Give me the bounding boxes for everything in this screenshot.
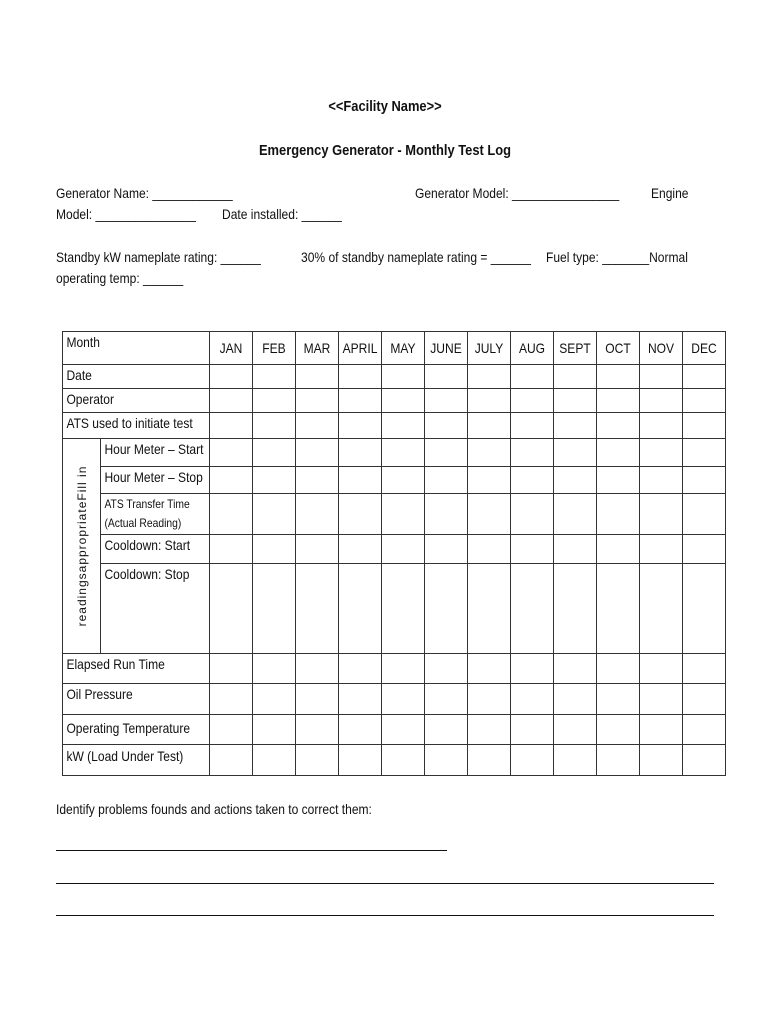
entry-cell[interactable]	[253, 467, 296, 494]
entry-cell[interactable]	[253, 745, 296, 776]
month-cell: JUNE	[425, 332, 468, 365]
row-label: Hour Meter – Stop	[101, 467, 210, 494]
table-row-operator	[63, 389, 726, 413]
month-header-cell: Month	[63, 332, 210, 365]
row-label: ATS used to initiate test	[63, 413, 210, 439]
entry-cell[interactable]	[554, 439, 597, 467]
thirty-percent-field[interactable]: 30% of standby nameplate rating = ______	[301, 249, 531, 265]
row-label: ATS Transfer Time (Actual Reading)	[101, 494, 210, 535]
entry-cell[interactable]	[554, 564, 597, 654]
entry-cell[interactable]	[683, 564, 726, 654]
month-cell: JULY	[468, 332, 511, 365]
entry-cell[interactable]	[468, 439, 511, 467]
entry-cell[interactable]	[339, 654, 382, 684]
vertical-label: readingsappropriateFill in	[74, 465, 89, 627]
entry-cell[interactable]	[468, 365, 511, 389]
entry-cell[interactable]	[296, 654, 339, 684]
entry-cell[interactable]	[425, 439, 468, 467]
entry-cell[interactable]	[339, 715, 382, 745]
entry-cell[interactable]	[683, 413, 726, 439]
entry-cell[interactable]	[339, 564, 382, 654]
entry-cell[interactable]	[511, 745, 554, 776]
operating-temp-field[interactable]: operating temp: ______	[56, 270, 184, 286]
entry-cell[interactable]	[210, 745, 253, 776]
row-label: Operating Temperature	[63, 715, 210, 745]
entry-cell[interactable]	[511, 389, 554, 413]
entry-cell[interactable]	[640, 389, 683, 413]
entry-cell[interactable]	[253, 494, 296, 535]
table-row-oil	[63, 684, 726, 715]
entry-cell[interactable]	[210, 439, 253, 467]
entry-cell[interactable]	[511, 467, 554, 494]
entry-cell[interactable]	[468, 389, 511, 413]
entry-cell[interactable]	[382, 365, 425, 389]
entry-cell[interactable]	[468, 745, 511, 776]
entry-cell[interactable]	[597, 494, 640, 535]
entry-cell[interactable]	[425, 389, 468, 413]
entry-cell[interactable]	[210, 389, 253, 413]
entry-cell[interactable]	[296, 467, 339, 494]
table-row-hour-start	[63, 439, 726, 467]
entry-cell[interactable]	[554, 684, 597, 715]
entry-cell[interactable]	[554, 654, 597, 684]
generator-name-field[interactable]: Generator Name: ____________	[56, 185, 233, 201]
row-label: kW (Load Under Test)	[63, 745, 210, 776]
entry-cell[interactable]	[554, 413, 597, 439]
entry-cell[interactable]	[640, 365, 683, 389]
table-row-kw-load	[63, 745, 726, 776]
entry-cell[interactable]	[210, 365, 253, 389]
entry-cell[interactable]	[425, 413, 468, 439]
entry-cell[interactable]	[468, 413, 511, 439]
answer-line[interactable]	[56, 850, 447, 851]
entry-cell[interactable]	[425, 654, 468, 684]
entry-cell[interactable]	[511, 535, 554, 564]
entry-cell[interactable]	[640, 684, 683, 715]
monthly-test-log-table	[62, 331, 726, 776]
fuel-type-field[interactable]: Fuel type: _______Normal	[546, 249, 688, 265]
entry-cell[interactable]	[640, 715, 683, 745]
entry-cell[interactable]	[683, 389, 726, 413]
entry-cell[interactable]	[554, 745, 597, 776]
row-label: Cooldown: Stop	[101, 564, 210, 654]
entry-cell[interactable]	[210, 535, 253, 564]
entry-cell[interactable]	[382, 535, 425, 564]
entry-cell[interactable]	[554, 715, 597, 745]
month-cell: AUG	[511, 332, 554, 365]
entry-cell[interactable]	[468, 684, 511, 715]
entry-cell[interactable]	[382, 715, 425, 745]
table-row-date	[63, 365, 726, 389]
entry-cell[interactable]	[554, 535, 597, 564]
table-row-ats-transfer	[63, 494, 726, 535]
entry-cell[interactable]	[253, 535, 296, 564]
entry-cell[interactable]	[253, 654, 296, 684]
entry-cell[interactable]	[425, 745, 468, 776]
entry-cell[interactable]	[683, 684, 726, 715]
entry-cell[interactable]	[253, 389, 296, 413]
entry-cell[interactable]	[253, 365, 296, 389]
month-cell: MAR	[296, 332, 339, 365]
month-cell: MAY	[382, 332, 425, 365]
entry-cell[interactable]	[597, 564, 640, 654]
entry-cell[interactable]	[640, 654, 683, 684]
table-header-row	[63, 332, 726, 365]
table-row-hour-stop	[63, 467, 726, 494]
entry-cell[interactable]	[468, 494, 511, 535]
entry-cell[interactable]	[339, 684, 382, 715]
row-label: Oil Pressure	[63, 684, 210, 715]
answer-line[interactable]	[56, 915, 714, 916]
entry-cell[interactable]	[210, 654, 253, 684]
entry-cell[interactable]	[597, 413, 640, 439]
entry-cell[interactable]	[597, 535, 640, 564]
month-cell: DEC	[683, 332, 726, 365]
entry-cell[interactable]	[683, 535, 726, 564]
entry-cell[interactable]	[597, 684, 640, 715]
problems-label: Identify problems founds and actions taken to correct them:	[56, 801, 372, 817]
entry-cell[interactable]	[554, 467, 597, 494]
entry-cell[interactable]	[382, 564, 425, 654]
entry-cell[interactable]	[683, 439, 726, 467]
row-label: Date	[63, 365, 210, 389]
entry-cell[interactable]	[640, 413, 683, 439]
entry-cell[interactable]	[296, 389, 339, 413]
entry-cell[interactable]	[425, 535, 468, 564]
entry-cell[interactable]	[210, 715, 253, 745]
entry-cell[interactable]	[339, 467, 382, 494]
row-label: Hour Meter – Start	[101, 439, 210, 467]
entry-cell[interactable]	[468, 564, 511, 654]
entry-cell[interactable]	[382, 467, 425, 494]
entry-cell[interactable]	[554, 365, 597, 389]
entry-cell[interactable]	[296, 745, 339, 776]
entry-cell[interactable]	[554, 389, 597, 413]
entry-cell[interactable]	[210, 564, 253, 654]
entry-cell[interactable]	[253, 439, 296, 467]
entry-cell[interactable]	[425, 494, 468, 535]
entry-cell[interactable]	[382, 413, 425, 439]
entry-cell[interactable]	[253, 684, 296, 715]
entry-cell[interactable]	[468, 535, 511, 564]
entry-cell[interactable]	[597, 365, 640, 389]
entry-cell[interactable]	[425, 467, 468, 494]
entry-cell[interactable]	[468, 467, 511, 494]
engine-label: Engine	[651, 185, 689, 201]
entry-cell[interactable]	[640, 467, 683, 494]
entry-cell[interactable]	[296, 715, 339, 745]
entry-cell[interactable]	[425, 715, 468, 745]
entry-cell[interactable]	[511, 365, 554, 389]
row-label: Operator	[63, 389, 210, 413]
page-title: Emergency Generator - Monthly Test Log	[258, 142, 512, 159]
month-cell: OCT	[597, 332, 640, 365]
generator-model-field[interactable]: Generator Model: ________________	[415, 185, 620, 201]
table-row-op-temp	[63, 715, 726, 745]
entry-cell[interactable]	[511, 439, 554, 467]
entry-cell[interactable]	[425, 564, 468, 654]
entry-cell[interactable]	[339, 365, 382, 389]
entry-cell[interactable]	[468, 654, 511, 684]
entry-cell[interactable]	[683, 745, 726, 776]
entry-cell[interactable]	[296, 564, 339, 654]
row-label: Cooldown: Start	[101, 535, 210, 564]
entry-cell[interactable]	[640, 745, 683, 776]
table-row-cooldown-start	[63, 535, 726, 564]
entry-cell[interactable]	[339, 494, 382, 535]
entry-cell[interactable]	[640, 535, 683, 564]
entry-cell[interactable]	[210, 413, 253, 439]
entry-cell[interactable]	[511, 564, 554, 654]
entry-cell[interactable]	[210, 467, 253, 494]
month-cell: NOV	[640, 332, 683, 365]
entry-cell[interactable]	[339, 413, 382, 439]
entry-cell[interactable]	[296, 494, 339, 535]
entry-cell[interactable]	[296, 365, 339, 389]
entry-cell[interactable]	[382, 389, 425, 413]
entry-cell[interactable]	[382, 439, 425, 467]
entry-cell[interactable]	[210, 684, 253, 715]
entry-cell[interactable]	[640, 494, 683, 535]
entry-cell[interactable]	[683, 715, 726, 745]
entry-cell[interactable]	[296, 439, 339, 467]
month-cell: JAN	[210, 332, 253, 365]
entry-cell[interactable]	[296, 413, 339, 439]
entry-cell[interactable]	[683, 365, 726, 389]
entry-cell[interactable]	[683, 494, 726, 535]
entry-cell[interactable]	[511, 654, 554, 684]
entry-cell[interactable]	[640, 439, 683, 467]
entry-cell[interactable]	[597, 654, 640, 684]
vertical-label-cell	[63, 439, 101, 654]
entry-cell[interactable]	[339, 389, 382, 413]
date-installed-field[interactable]: Date installed: ______	[222, 206, 342, 222]
engine-model-field[interactable]: Model: _______________	[56, 206, 196, 222]
table-row-elapsed	[63, 654, 726, 684]
entry-cell[interactable]	[554, 494, 597, 535]
entry-cell[interactable]	[339, 745, 382, 776]
entry-cell[interactable]	[683, 467, 726, 494]
entry-cell[interactable]	[253, 564, 296, 654]
entry-cell[interactable]	[382, 654, 425, 684]
entry-cell[interactable]	[511, 413, 554, 439]
entry-cell[interactable]	[597, 389, 640, 413]
standby-kw-field[interactable]: Standby kW nameplate rating: ______	[56, 249, 261, 265]
month-cell: APRIL	[339, 332, 382, 365]
entry-cell[interactable]	[339, 535, 382, 564]
entry-cell[interactable]	[511, 715, 554, 745]
entry-cell[interactable]	[339, 439, 382, 467]
table-row-cooldown-stop	[63, 564, 726, 654]
entry-cell[interactable]	[597, 715, 640, 745]
table-row-ats	[63, 413, 726, 439]
entry-cell[interactable]	[511, 684, 554, 715]
month-cell: FEB	[253, 332, 296, 365]
entry-cell[interactable]	[597, 467, 640, 494]
entry-cell[interactable]	[425, 365, 468, 389]
entry-cell[interactable]	[382, 494, 425, 535]
answer-line[interactable]	[56, 883, 714, 884]
entry-cell[interactable]	[597, 439, 640, 467]
entry-cell[interactable]	[210, 494, 253, 535]
entry-cell[interactable]	[468, 715, 511, 745]
entry-cell[interactable]	[597, 745, 640, 776]
entry-cell[interactable]	[296, 684, 339, 715]
row-label: Elapsed Run Time	[63, 654, 210, 684]
entry-cell[interactable]	[683, 654, 726, 684]
entry-cell[interactable]	[640, 564, 683, 654]
entry-cell[interactable]	[425, 684, 468, 715]
entry-cell[interactable]	[253, 413, 296, 439]
entry-cell[interactable]	[296, 535, 339, 564]
entry-cell[interactable]	[382, 684, 425, 715]
facility-name: <<Facility Name>>	[328, 98, 442, 115]
entry-cell[interactable]	[382, 745, 425, 776]
month-cell: SEPT	[554, 332, 597, 365]
entry-cell[interactable]	[511, 494, 554, 535]
entry-cell[interactable]	[253, 715, 296, 745]
